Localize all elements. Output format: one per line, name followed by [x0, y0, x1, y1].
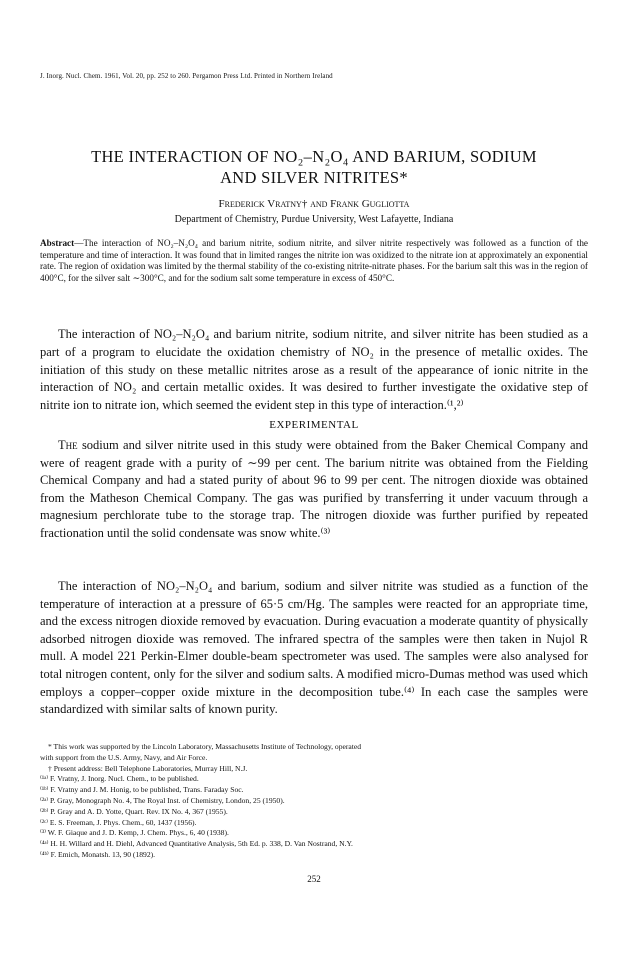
affiliation: Department of Chemistry, Purdue University, West Lafayette, Indiana: [174, 214, 454, 225]
section-heading: EXPERIMENTAL: [269, 419, 359, 431]
intro-paragraph: The interaction of NO₂–N₂O₄ and barium nitrite, sodium nitrite, and silver nitrite has been studied as a part of a program to elucidate the oxidation chemistry of NO₂ in the presence of metallic oxides. The initiation of this study on these metallic nitrites arose as a result of the appearance of ionic nitrite in the interaction of NO₂ and certain metallic oxides. It was desired to further investigate the oxidative step of nitrite ion to nitrate ion, which seemed the evident step in this type of interaction.⁽¹,²⁾: [40, 327, 588, 413]
journal-citation: J. Inorg. Nucl. Chem. 1961, Vol. 20, pp. 252 to 260. Pergamon Press Ltd. Printed in Northern Ireland: [40, 72, 333, 80]
author-list: Frederick Vratny† and Frank Gugliotta: [218, 198, 410, 210]
page-number: 252: [307, 874, 321, 884]
footnotes: [40, 742, 588, 861]
experimental-paragraph-2: The interaction of NO₂–N₂O₄ and barium, sodium and silver nitrite was studied as a function of the temperature of interaction at a pressure of 65·5 cm/Hg. The samples were reacted for an appropriate time, and the excess nitrogen dioxide removed by evacuation. During evacuation a moderate quantity of physically adsorbed nitrogen dioxide was removed. The infrared spectra of the samples were then taken in Nujol R mull. A model 221 Perkin-Elmer double-beam spectrometer was used. The samples were also analysed for total nitrogen content, only for the silver and sodium salts. A modified micro-Dumas method was used which employs a copper–copper oxide mixture in the decomposition tube.⁽⁴⁾ In each case the samples were standardized with similar salts of known purity.: [40, 579, 588, 717]
footnote: ⁽²ᶜ⁾ E. S. Freeman, J. Phys. Chem., 60, 1437 (1956).: [40, 817, 197, 827]
footnote: ⁽¹ᵇ⁾ F. Vratny and J. M. Honig, to be published, Trans. Faraday Soc.: [40, 785, 244, 795]
footnote: † Present address: Bell Telephone Laboratories, Murray Hill, N.J.: [48, 763, 248, 773]
article-title: [40, 146, 588, 188]
title-line-1: THE INTERACTION OF NO₂–N₂O₄ AND BARIUM, SODIUM: [91, 147, 537, 166]
paragraph-lead-word: The: [58, 438, 78, 452]
footnote: with support from the U.S. Army, Navy, and Air Force.: [40, 752, 208, 762]
experimental-paragraph-1: [40, 437, 588, 543]
footnote: ⁽³⁾ W. F. Giaque and J. D. Kemp, J. Chem. Phys., 6, 40 (1938).: [40, 828, 229, 838]
footnote: ⁽²ᵇ⁾ P. Gray and A. D. Yotte, Quart. Rev. IX No. 4, 367 (1955).: [40, 806, 228, 816]
abstract-text: —The interaction of NO₂–N₂O₄ and barium nitrite, sodium nitrite, and silver nitrite respectively was followed as a function of the temperature and time of interaction. It was found that in limited ranges the nitrite ion was oxidized to the nitrate ion at approximately an exponential rate. The region of oxidation was limited by the thermal stability of the co-existing nitrite-nitrate phases. For the barium salt this was in the region of 400°C, for the silver salt ∼300°C, and for the sodium salt some temperature in excess of 450°C.: [40, 238, 588, 283]
footnote: ⁽¹ᵃ⁾ F. Vratny, J. Inorg. Nucl. Chem., to be published.: [40, 774, 199, 784]
paragraph-1-text: sodium and silver nitrite used in this study were obtained from the Baker Chemical Company and were of reagent grade with a purity of ∼99 per cent. The barium nitrite was obtained from the Fielding Chemical Company and had a stated purity of about 96 to 99 per cent. The nitrogen dioxide was obtained from the Matheson Chemical Company. The gas was purified by transferring it under vacuum through a magnesium perchlorate tube to the storage trap. The nitrogen dioxide was further purified by repeated fractionation until the solid condensate was snow white.⁽³⁾: [40, 438, 588, 540]
abstract-label: Abstract: [40, 238, 75, 248]
footnote: ⁽²ᵃ⁾ P. Gray, Monograph No. 4, The Royal Inst. of Chemistry, London, 25 (1950).: [40, 795, 285, 805]
footnote: * This work was supported by the Lincoln Laboratory, Massachusetts Institute of Technology, operated: [48, 742, 362, 751]
title-line-2: AND SILVER NITRITES*: [220, 168, 408, 187]
footnote: ⁽⁴ᵃ⁾ H. H. Willard and H. Diehl, Advanced Quantitative Analysis, 5th Ed. p. 338, D. Van Nostrand, N.Y.: [40, 839, 353, 849]
footnote: ⁽⁴ᵇ⁾ F. Emich, Monatsh. 13, 90 (1892).: [40, 849, 156, 859]
abstract: [40, 238, 588, 284]
